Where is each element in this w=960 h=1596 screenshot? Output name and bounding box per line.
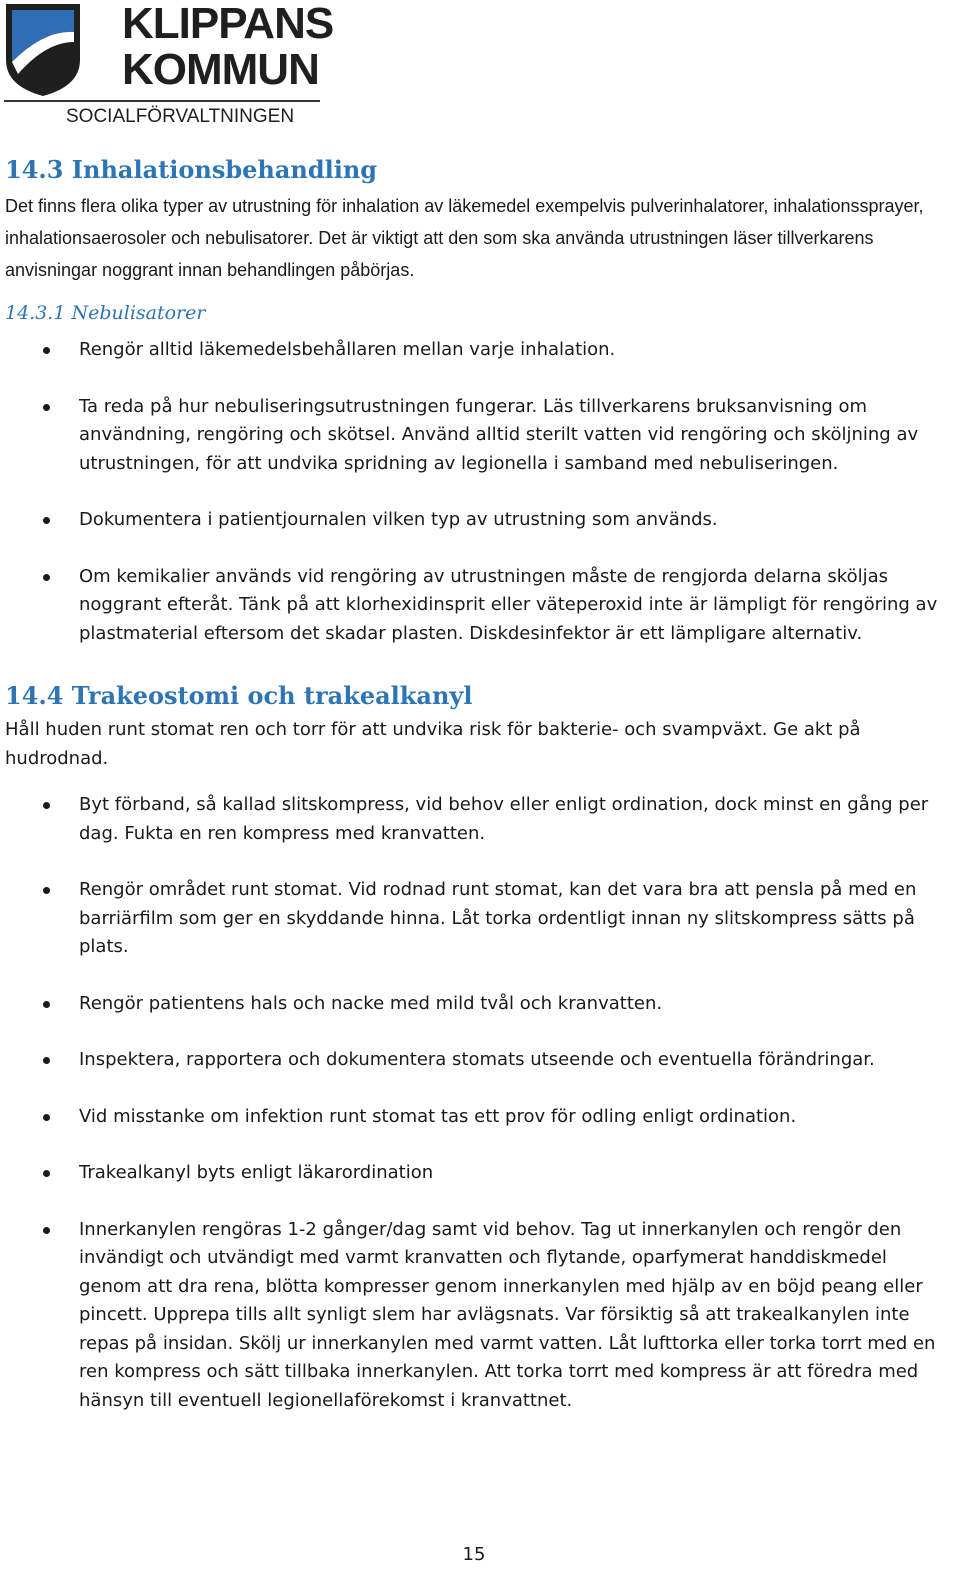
bullet-icon xyxy=(43,574,50,581)
bullet-icon xyxy=(43,1057,50,1064)
list-item: Innerkanylen rengöras 1-2 gånger/dag samt vid behov. Tag ut innerkanylen och rengör den invändigt och utvändigt med varmt kranvatten och flytande, oparfymerat handdiskmedel genom att dra rena, blötta kompresser genom innerkanylen med hjälp av en böjd peang eller pincett. Upprepa tills allt synligt slem har avlägsnats. Var försiktig så att trakealkanylen inte repas på insidan. Skölj ur innerkanylen med varmt vatten. Låt lufttorka eller torka torrt med en ren kompress och sätt tillbaka innerkanylen. Att torka torrt med kompress är att föredra med hänsyn till eventuell legionellaförekomst i kranvattnet. xyxy=(5,1216,945,1416)
bullet-icon xyxy=(43,1227,50,1234)
section-heading-14-4: 14.4 Trakeostomi och trakealkanyl xyxy=(5,681,473,710)
nebulisator-list xyxy=(5,336,945,648)
logo-divider xyxy=(4,100,320,102)
logo-text-kommun: KOMMUN xyxy=(122,45,319,94)
logo-text-klippans: KLIPPANS xyxy=(122,0,334,48)
list-item: Rengör alltid läkemedelsbehållaren mellan varje inhalation. xyxy=(5,336,945,365)
section-intro-14-3: Det finns flera olika typer av utrustning för inhalation av läkemedel exempelvis pulverinhalatorer, inhalationssprayer, inhalationsaerosoler och nebulisatorer. Det är viktigt att den som ska använda utrustningen läser tillverkarens anvisningar noggrant innan behandlingen påbörjas. xyxy=(5,196,924,280)
municipality-logo xyxy=(4,2,334,130)
list-item: Vid misstanke om infektion runt stomat tas ett prov för odling enligt ordination. xyxy=(5,1103,945,1132)
list-item: Ta reda på hur nebuliseringsutrustningen fungerar. Läs tillverkarens bruksanvisning om användning, rengöring och skötsel. Använd alltid sterilt vatten vid rengöring och sköljning av utrustningen, för att undvika spridning av legionella i samband med nebuliseringen. xyxy=(5,393,945,479)
document-body xyxy=(5,150,945,1443)
bullet-icon xyxy=(43,802,50,809)
list-item: Rengör området runt stomat. Vid rodnad runt stomat, kan det vara bra att pensla på med en barriärfilm som ger en skyddande hinna. Låt torka ordentligt innan ny slitskompress sätts på plats. xyxy=(5,876,945,962)
list-item: Rengör patientens hals och nacke med mild tvål och kranvatten. xyxy=(5,990,945,1019)
section-intro-14-4: Håll huden runt stomat ren och torr för att undvika risk för bakterie- och svampväxt. Ge akt på hudrodnad. xyxy=(5,719,861,769)
list-item: Trakealkanyl byts enligt läkarordination xyxy=(5,1159,945,1188)
bullet-icon xyxy=(43,517,50,524)
list-item: Byt förband, så kallad slitskompress, vid behov eller enligt ordination, dock minst en gång per dag. Fukta en ren kompress med kranvatten. xyxy=(5,791,945,848)
list-item: Dokumentera i patientjournalen vilken typ av utrustning som används. xyxy=(5,506,945,535)
bullet-icon xyxy=(43,347,50,354)
page-number: 15 xyxy=(462,1544,486,1565)
bullet-icon xyxy=(43,1001,50,1008)
section-heading-14-3: 14.3 Inhalationsbehandling xyxy=(5,155,378,184)
bullet-icon xyxy=(43,887,50,894)
trakeostomi-list xyxy=(5,791,945,1415)
list-item: Inspektera, rapportera och dokumentera stomats utseende och eventuella förändringar. xyxy=(5,1046,945,1075)
logo-subtitle: SOCIALFÖRVALTNINGEN xyxy=(66,106,295,127)
section-14-4 xyxy=(5,676,945,1415)
shield-emblem-icon xyxy=(4,2,82,98)
bullet-icon xyxy=(43,1114,50,1121)
list-item: Om kemikalier används vid rengöring av utrustningen måste de rengjorda delarna sköljas noggrant efteråt. Tänk på att klorhexidinsprit eller väteperoxid inte är lämpligt för rengöring av plastmaterial eftersom det skadar plasten. Diskdesinfektor är ett lämpligare alternativ. xyxy=(5,563,945,649)
bullet-icon xyxy=(43,404,50,411)
subsection-heading-14-3-1: 14.3.1 Nebulisatorer xyxy=(5,302,206,324)
bullet-icon xyxy=(43,1170,50,1177)
